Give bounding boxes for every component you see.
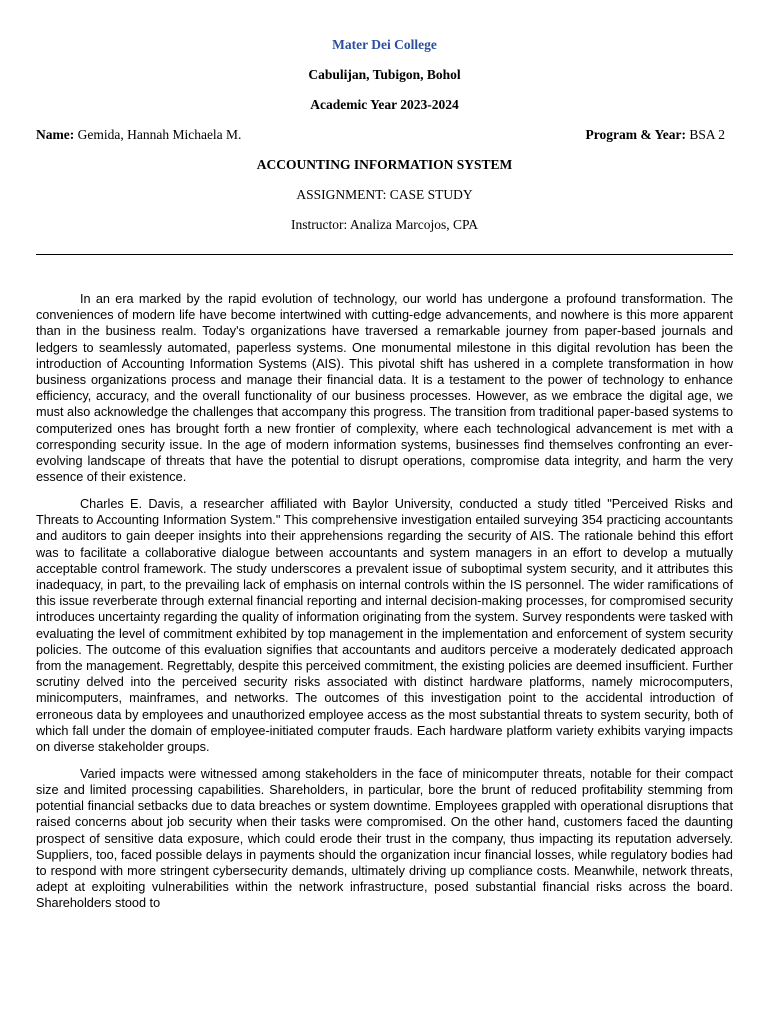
name-value: Gemida, Hannah Michaela M. [77, 127, 242, 142]
paragraph: In an era marked by the rapid evolution of technology, our world has undergone a profound transformation. The conveniences of modern life have become intertwined with cutting-edge advancements, and nowhere is this more apparent than in the business realm. Today's organizations have traversed a remarkable journey from paper-based journals and ledgers to seamlessly automated, paperless systems. One monumental milestone in this digital revolution has been the introduction of Accounting Information Systems (AIS). This pivotal shift has ushered in a complete transformation in how business organizations process and manage their financial data. It is a testament to the power of technology to enhance efficiency, accuracy, and the overall functionality of our business processes. However, as we embrace the digital age, we must also acknowledge the challenges that accompany this progress. The transition from traditional paper-based systems to computerized ones has brought forth a new frontier of complexity, where each technological advancement is met with a corresponding security issue. In the age of modern information systems, businesses find themselves confronting an ever-evolving landscape of threats that have the potential to disrupt operations, compromise data integrity, and harm the very essence of their existence. [36, 292, 733, 485]
assignment-title: ASSIGNMENT: CASE STUDY [296, 187, 473, 202]
college-name: Mater Dei College [332, 37, 437, 52]
instructor-line: Instructor: Analiza Marcojos, CPA [291, 217, 478, 232]
paragraph: Charles E. Davis, a researcher affiliated with Baylor University, conducted a study titled "Perceived Risks and Threats to Accounting Information System." This comprehensive investigation entailed surveying 354 practicing accountants and auditors to gain deeper insights into their apprehensions regarding the security of AIS. The rationale behind this effort was to facilitate a collaborative dialogue between accountants and system managers in an effort to develop a mutually acceptable control framework. The study underscores a prevalent issue of suboptimal system security, and it attributes this inadequacy, in part, to the prevailing lack of emphasis on internal controls within the IS personnel. The wider ramifications of this issue reverberate through external financial reporting and internal decision-making processes, for compromised security introduces uncertainty regarding the quality of information originating from the system. Survey respondents were tasked with evaluating the level of commitment exhibited by top management in the implementation and enforcement of system security policies. The outcome of this evaluation signifies that accountants and auditors perceive a moderately dedicated approach from the management. Regrettably, despite this perceived commitment, the existing policies are deemed insufficient. Further scrutiny delved into the perceived security risks associated with distinct hardware platforms, namely microcomputers, minicomputers, mainframes, and networks. The outcomes of this investigation point to the accidental introduction of erroneous data by employees and unauthorized employee access as the most substantial threats to system security, both of which fall under the domain of employee-initiated computer frauds. Each hardware platform variety exhibits varying impacts on diverse stakeholder groups. [36, 496, 733, 754]
paragraph: Varied impacts were witnessed among stakeholders in the face of minicomputer threats, notable for their compact size and limited processing capabilities. Shareholders, in particular, bore the brunt of reduced profitability stemming from potential financial setbacks due to data breaches or system downtime. Employees grappled with operational disruptions that raised concerns about job security when their tasks were compromised. On the other hand, customers faced the daunting prospect of sensitive data exposure, which could erode their trust in the company, thus impacting its reputation adversely. Suppliers, too, faced possible delays in payments should the organization incur financial losses, while regulatory bodies had to respond with more stringent cybersecurity demands, ultimately driving up compliance costs. Meanwhile, network threats, adept at exploiting vulnerabilities within the network infrastructure, posed substantial financial risks across the board. Shareholders stood to [36, 766, 733, 911]
program-label: Program & Year: [585, 127, 686, 142]
horizontal-divider [36, 254, 733, 255]
document-body [36, 291, 733, 912]
name-label: Name: [36, 127, 75, 142]
college-address: Cabulijan, Tubigon, Bohol [308, 67, 461, 82]
program-year [586, 120, 726, 150]
assignment-header [36, 150, 733, 240]
document-page [36, 30, 733, 922]
course-title: ACCOUNTING INFORMATION SYSTEM [256, 157, 513, 172]
student-info-row [36, 120, 733, 150]
document-header [36, 30, 733, 120]
student-name [36, 120, 241, 150]
academic-year: Academic Year 2023-2024 [310, 97, 459, 112]
program-value: BSA 2 [689, 127, 725, 142]
